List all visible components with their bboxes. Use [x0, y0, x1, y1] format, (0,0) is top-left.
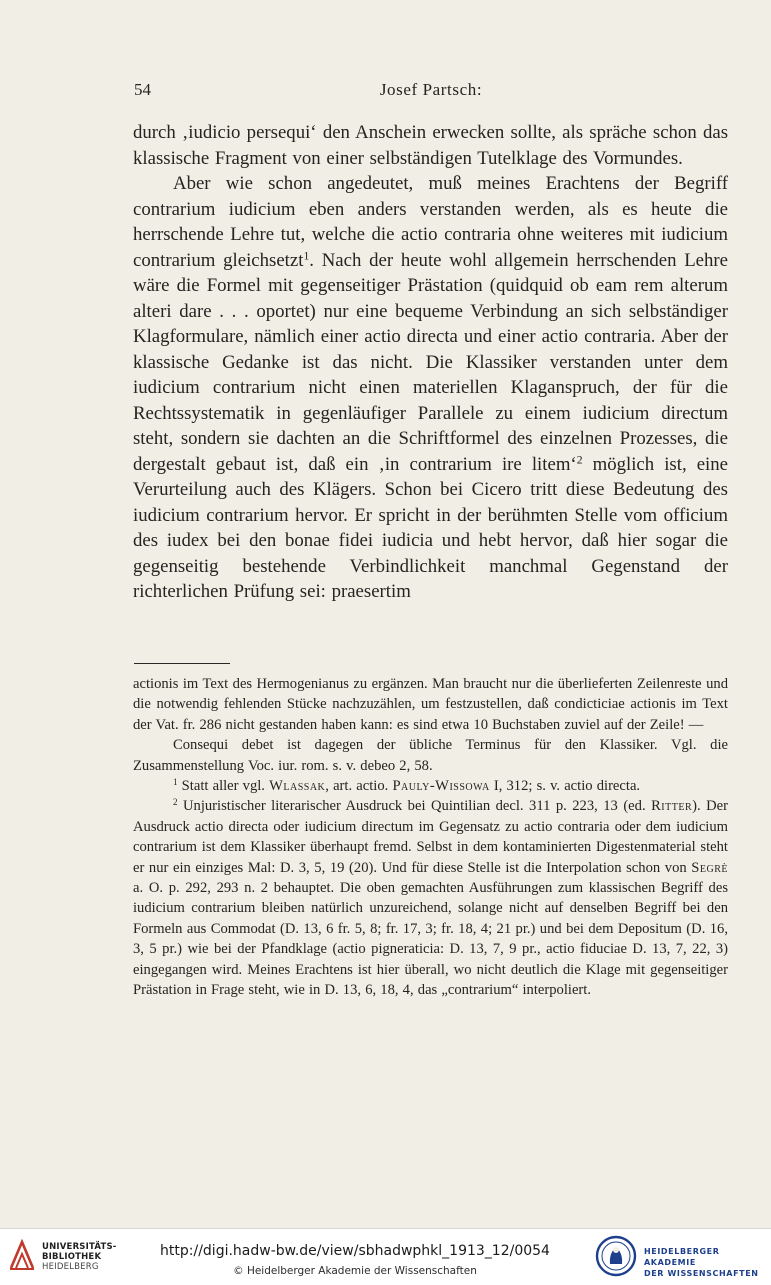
author-name: Ritter [651, 798, 693, 815]
copyright-notice: © Heidelberger Akademie der Wissenschaften [233, 1265, 477, 1277]
running-title: Josef Partsch: [379, 80, 483, 99]
viewer-footer [0, 1228, 771, 1285]
paragraph-1: durch ‚iudicio persequi‘ den Anschein erwecken sollte, als spräche schon das klassische Fragment von einer selbständigen Tutelklage des Vormundes. [133, 122, 728, 169]
permalink-url[interactable]: http://digi.hadw-bw.de/view/sbhadwphkl_1913_12/0054 [160, 1243, 550, 1259]
academy-name: HEIDELBERGER AKADEMIE DER WISSENSCHAFTEN [644, 1247, 759, 1278]
author-name: Pauly-Wissowa [392, 778, 490, 795]
footnote-continuation-2: Consequi debet ist dagegen der übliche Terminus für den Klassiker. Vgl. die Zusammenstellung Voc. iur. rom. s. v. debeo 2, 58. [133, 737, 728, 774]
footnotes [133, 674, 728, 1001]
footnote-divider [134, 663, 230, 664]
page-number: 54 [134, 80, 151, 99]
paragraph-2: Aber wie schon angedeutet, muß meines Erachtens der Begriff contrarium iudicium eben anders verstanden werden, als es heute die herrschende Lehre tut, welche die actio contraria ohne weiteres mit iudicium contrarium gleichsetzt$^1$. Nach der heute wohl allgemein herrschenden Lehre wäre die Formel mit gegenseitiger Prästation (quidquid ob eam rem alterum alteri dare . . . oportet) nur eine bequeme Verbindung an sich selbständiger Klagformulare, nämlich einer actio directa und einer actio contraria. Aber der klassische Gedanke ist das nicht. Die Klassiker verstanden unter dem iudicium contrarium nicht einen materiellen Klaganspruch, der für die Rechtssystematik in gegenläufiger Parallele zu einem iudicium directum steht, sondern sie dachten an die Schriftformel des einzelnen Prozesses, die dergestalt gebaut ist, daß ein ‚in contrarium ire litem‘$^2$ möglich ist, eine Verurteilung auch des Klägers. Schon bei Cicero tritt diese Bedeutung des iudicium contrarium hervor. Er spricht in der berühmten Stelle vom officium des iudex bei den bonae fidei iudicia und hebt hervor, daß hier sogar die gegenseitig bestehende Verbindlichkeit manchmal Gegenstand der richterlichen Prüfung sei: praesertim [133, 173, 728, 602]
library-logo-icon[interactable] [8, 1238, 36, 1272]
footnote-continuation: actionis im Text des Hermogenianus zu ergänzen. Man braucht nur die überlieferten Zeilenreste und die notwendig fehlenden Stücke nachzuzählen, um festzustellen, daß condicticiae actionis im Text der Vat. fr. 286 nicht gestanden haben kann: es sind etwa 10 Buchstaben zuviel auf der Zeile! — [133, 676, 728, 733]
footnote-mark-2: 2 [173, 797, 178, 808]
academy-seal-icon[interactable] [595, 1235, 637, 1277]
library-name: UNIVERSITÄTS- BIBLIOTHEK HEIDELBERG [42, 1242, 117, 1272]
footnote-ref-1: 1 [303, 249, 310, 263]
main-text [133, 120, 728, 605]
footnote-ref-2: 2 [576, 453, 583, 467]
footnote-2: $^2$ Unjuristischer literarischer Ausdruck bei Quintilian decl. 311 p. 223, 13 (ed. Ritter). Der Ausdruck actio directa oder iudicium directum im Gegensatz zu actio contraria oder dem iudicium contrarium ist dem Klassiker überhaupt fremd. Selbst in dem kontaminierten Digestenmaterial steht er nur ein einziges Mal: D. 3, 5, 19 (20). Und für diese Stelle ist die Interpolation schon von Segrè a. O. p. 292, 293 n. 2 behauptet. Die oben gemachten Ausführungen zum klassischen Begriff des iudicium contrarium bleiben natürlich unzureichend, solange nicht auf denselben Begriff bei den Formeln aus Commodat (D. 13, 6 fr. 5, 8; fr. 17, 3; fr. 18, 4; 21 pr.) und bei dem Depositum (D. 16, 3, 5 pr.) wie bei der Pfandklage (actio pigneraticia: D. 13, 7, 9 pr., actio fiduciae D. 13, 7, 22, 3) eingegangen wird. Meines Erachtens ist hier überall, wo nicht deutlich die Klage mit gegenseitiger Prästation in Frage steht, wie in D. 13, 6, 18, 4, das „contrarium“ interpoliert. [133, 797, 728, 999]
author-name: Wlassak [269, 778, 326, 795]
footnote-1: $^1$ Statt aller vgl. Wlassak, art. actio. Pauly-Wissowa I, 312; s. v. actio directa. [173, 777, 641, 795]
footnote-mark-1: 1 [173, 777, 178, 788]
page-header [134, 80, 728, 102]
author-name: Segrè [691, 859, 728, 876]
